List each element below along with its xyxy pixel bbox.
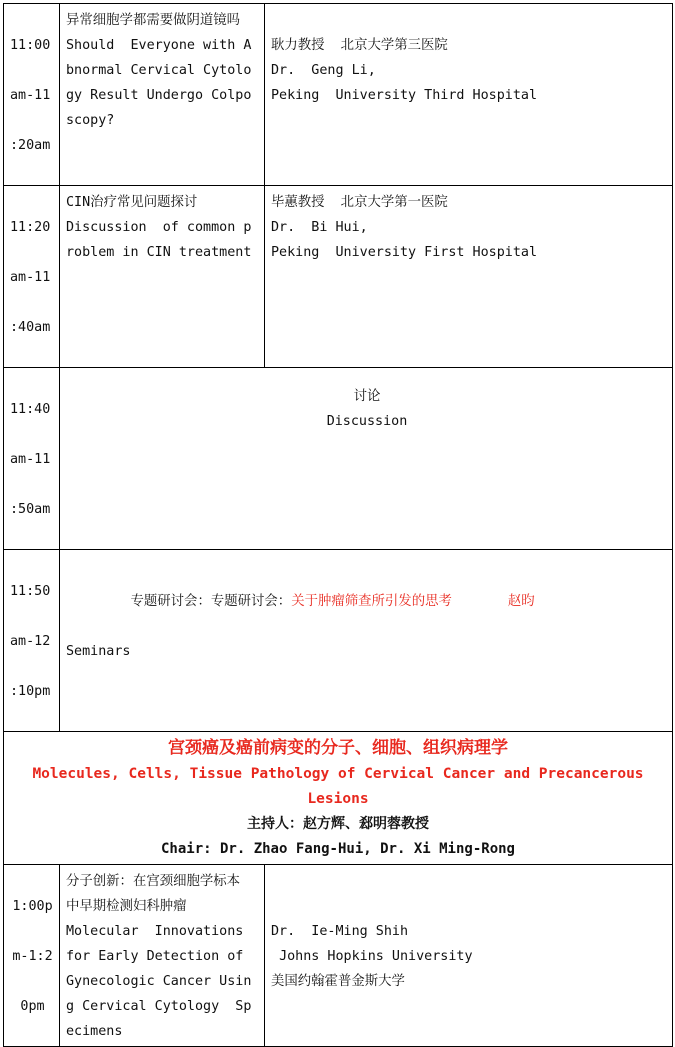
- time-line: 11:20: [10, 220, 51, 235]
- time-line: am-11: [10, 452, 51, 467]
- topic-line: Should Everyone with A: [66, 38, 252, 53]
- speaker-line: 毕蕙教授 北京大学第一医院: [271, 195, 448, 210]
- speaker-line: Peking University Third Hospital: [271, 88, 538, 103]
- session-title-zh: 宫颈癌及癌前病变的分子、细胞、组织病理学: [168, 738, 508, 758]
- topic-line: scopy?: [66, 113, 115, 128]
- topic-line: ecimens: [66, 1024, 123, 1039]
- topic-line: for Early Detection of: [66, 949, 244, 964]
- session-host-zh: 主持人：赵方辉、郄明蓉教授: [247, 816, 429, 832]
- table-row: [4, 550, 673, 732]
- topic-line: gy Result Undergo Colpo: [66, 88, 252, 103]
- table-row: [4, 4, 673, 186]
- topic-line: bnormal Cervical Cytolo: [66, 63, 252, 78]
- topic-line: 中早期检测妇科肿瘤: [66, 899, 187, 914]
- speaker-line: Johns Hopkins University: [271, 949, 473, 964]
- time-line: 11:50: [10, 584, 51, 599]
- topic-line: 异常细胞学都需要做阴道镜吗: [66, 13, 241, 28]
- time-line: m-1:2: [12, 949, 53, 964]
- topic-cell: [60, 186, 265, 368]
- speaker-line: Dr. Geng Li,: [271, 63, 376, 78]
- table-row: [4, 186, 673, 368]
- session-chair-en: Chair: Dr. Zhao Fang-Hui, Dr. Xi Ming-Rong: [160, 841, 515, 857]
- topic-cell: [60, 4, 265, 186]
- time-line: am-11: [10, 270, 51, 285]
- time-cell: [4, 865, 60, 1047]
- speaker-line: Dr. Ie-Ming Shih: [271, 924, 409, 939]
- time-line: 11:00: [10, 38, 51, 53]
- session-header-cell: [4, 732, 673, 865]
- topic-line: Molecular Innovations: [66, 924, 244, 939]
- time-line: :10pm: [10, 684, 51, 699]
- topic-line: roblem in CIN treatment: [66, 245, 252, 260]
- time-line: am-11: [10, 88, 51, 103]
- discussion-zh: 讨论: [353, 389, 381, 404]
- speaker-cell: [265, 186, 673, 368]
- time-cell: [4, 4, 60, 186]
- table-row: [4, 368, 673, 550]
- time-line: 1:00p: [12, 899, 53, 914]
- speaker-line: 美国约翰霍普金斯大学: [271, 974, 405, 989]
- seminar-en: Seminars: [66, 644, 131, 659]
- speaker-cell: [265, 865, 673, 1047]
- speaker-cell: [265, 4, 673, 186]
- seminar-topic: 关于肿瘤筛查所引发的思考: [291, 594, 452, 609]
- seminar-speaker: 赵昀: [507, 594, 535, 609]
- schedule-table: [3, 3, 673, 1047]
- time-line: am-12: [10, 634, 51, 649]
- speaker-line: Dr. Bi Hui,: [271, 220, 368, 235]
- discussion-cell: [60, 368, 673, 550]
- seminar-cell: [60, 550, 673, 732]
- session-header-row: [4, 732, 673, 865]
- topic-line: g Cervical Cytology Sp: [66, 999, 252, 1014]
- time-line: :20am: [10, 138, 51, 153]
- table-row: [4, 865, 673, 1047]
- time-cell: [4, 368, 60, 550]
- session-title-en-cont: Lesions: [307, 791, 369, 807]
- time-line: 11:40: [10, 402, 51, 417]
- discussion-en: Discussion: [326, 414, 408, 429]
- topic-line: 分子创新：在宫颈细胞学标本: [66, 874, 241, 889]
- speaker-line: Peking University First Hospital: [271, 245, 538, 260]
- topic-line: CIN治疗常见问题探讨: [66, 195, 198, 210]
- session-title-en: Molecules, Cells, Tissue Pathology of Cervical Cancer and Precancerous: [32, 766, 644, 782]
- time-line: :50am: [10, 502, 51, 517]
- topic-cell: [60, 865, 265, 1047]
- speaker-line: 耿力教授 北京大学第三医院: [271, 38, 448, 53]
- time-cell: [4, 186, 60, 368]
- time-line: 0pm: [20, 999, 45, 1014]
- topic-line: Gynecologic Cancer Usin: [66, 974, 252, 989]
- time-cell: [4, 550, 60, 732]
- time-line: :40am: [10, 320, 51, 335]
- seminar-title-line: [66, 564, 668, 639]
- topic-line: Discussion of common p: [66, 220, 252, 235]
- seminar-prefix: 专题研讨会：专题研讨会：: [130, 594, 292, 609]
